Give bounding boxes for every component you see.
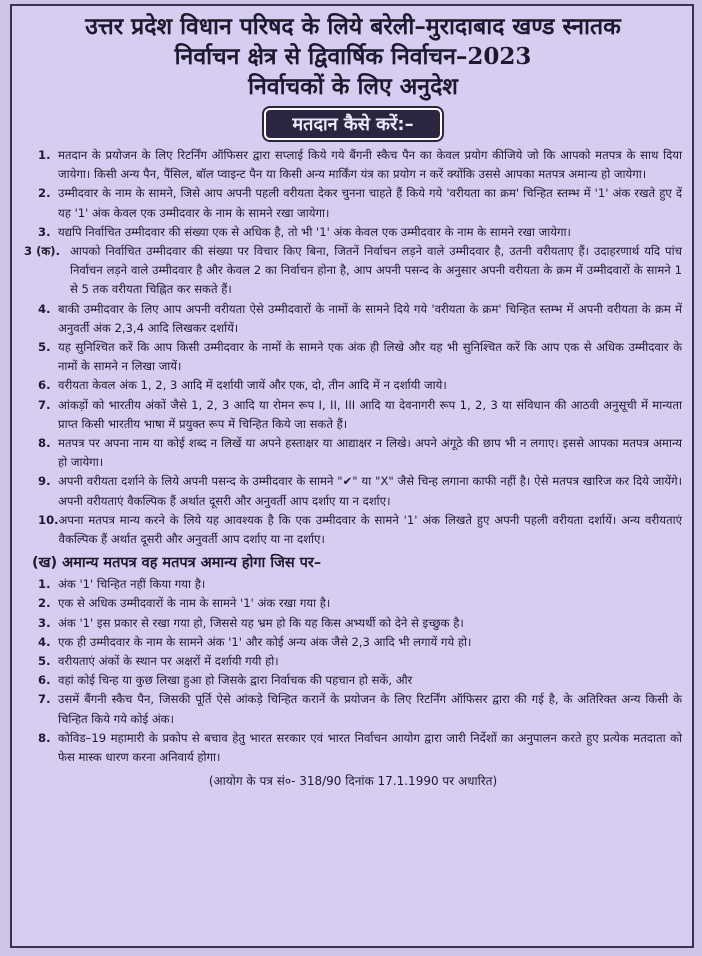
list-item — [24, 146, 682, 184]
item-number: 8. — [38, 436, 51, 451]
list-item — [24, 671, 682, 690]
item-text: वरीयता केवल अंक 1, 2, 3 आदि में दर्शायी जायें और एक, दो, तीन आदि में न दर्शायी जाये। — [58, 378, 447, 393]
banner-wrap — [24, 108, 682, 140]
invalid-ballot-list — [24, 575, 682, 767]
item-number: 6. — [38, 673, 51, 688]
list-item — [24, 633, 682, 652]
item-number: 2. — [38, 186, 51, 201]
item-number: 3 (क). — [24, 244, 61, 259]
item-number: 10. — [38, 512, 59, 527]
instructions-list — [24, 146, 682, 549]
item-number: 7. — [38, 692, 51, 707]
item-text: यह सुनिश्चित करें कि आप किसी उम्मीदवार के नामों के सामने एक अंक ही लिखे और यह भी सुनिश्चित करें कि आप एक से अधिक उम्मीदवार के नामों के सामने न लिखा जायें। — [58, 340, 682, 374]
title-line-3: निर्वाचकों के लिए अनुदेश — [248, 73, 458, 100]
item-number: 4. — [38, 301, 51, 316]
list-item — [24, 300, 682, 338]
list-item — [24, 614, 682, 633]
item-number: 9. — [38, 474, 51, 489]
item-text: उम्मीदवार के नाम के सामने, जिसे आप अपनी पहली वरीयता देकर चुनना चाहते हैं किये गये 'वरीयता का क्रम' चिन्हित स्तम्भ में '1' अंक रखते हुए दें यह '1' अंक केवल एक उम्मीदवार के नाम के सामने रखा जायेगा। — [58, 186, 682, 220]
item-number: 3. — [38, 615, 51, 630]
list-item — [24, 729, 682, 767]
item-number: 7. — [38, 397, 51, 412]
list-item — [24, 511, 682, 549]
item-number: 1. — [38, 148, 51, 162]
list-item — [24, 575, 682, 594]
item-text: वरीयताएं अंकों के स्थान पर अक्षरों में दर्शायी गयी हो। — [58, 654, 279, 669]
list-item — [24, 472, 682, 510]
title-line-1: उत्तर प्रदेश विधान परिषद के लिये बरेली–मुरादाबाद खण्ड स्नातक — [85, 13, 621, 40]
list-item — [24, 434, 682, 472]
list-item — [24, 223, 682, 242]
list-item — [24, 242, 682, 300]
item-number: 6. — [38, 378, 51, 393]
item-number: 5. — [38, 654, 51, 669]
item-text: आपको निर्वाचित उम्मीदवार की संख्या पर विचार किए बिना, जितनें निर्वाचन लड़ने वाले उम्मीदवार है, उतनी वरीयताए हैं। उदाहरणार्थ यदि पांच निर्वाचन लड़ने वाले उम्मीदवार है और केवल 2 का निर्वाचन होना है, आप अपनी पसन्द के अनुसार अपनी वरीयता के क्रम में उम्मीदवारों के सामने 1 से 5 तक वरीयता चिह्नित कर सकते हैं। — [70, 244, 682, 297]
list-item — [24, 376, 682, 395]
item-text: अंक '1' चिन्हित नहीं किया गया है। — [58, 577, 206, 592]
item-text: उसमें बैंगनी स्कैच पैन, जिसकी पूर्ति ऐसे आंकड़े चिन्हित करानें के प्रयोजन के लिए रिटर्निंग ऑफिसर द्वारा की गई है, के अतिरिक्त अन्य किसी के चिन्हित किये गये कोई अंक। — [58, 692, 682, 726]
item-text: बाकी उम्मीदवार के लिए आप अपनी वरीयता ऐसे उम्मीदवारों के नामों के सामने दिये गये 'वरीयता के क्रम' चिन्हित स्तम्भ में अपनी वरीयता के क्रम में अनुवर्ती अंक 2,3,4 आदि लिखकर दर्शायें। — [58, 301, 682, 335]
item-text: अपना मतपत्र मान्य करने के लिये यह आवश्यक है कि एक उम्मीदवार के सामने '1' अंक लिखते हुए अपनी पहली वरीयता दर्शायें। अन्य वरीयताएं वैकल्पिक हैं अर्थात दूसरी और अनुवर्ती आप दर्शाए या ना दर्शाए। — [58, 512, 682, 547]
list-item — [24, 184, 682, 222]
how-to-vote-banner: मतदान कैसे करें:– — [264, 108, 441, 140]
item-text: आंकड़ों को भारतीय अंकों जैसे 1, 2, 3 आदि या रोमन रूप I, II, III आदि या देवनागरी रूप 1, 2, 3 या संविधान की आठवी अनुसूची में मान्यता प्राप्त किसी भारतीय भाषा में प्रयुक्त रूप में चिन्हित किये जा सकते हैं। — [58, 397, 682, 431]
list-item — [24, 338, 682, 376]
item-text: वहां कोई चिन्ह या कुछ लिखा हुआ हो जिसके द्वारा निर्वाचक की पहचान हो सकें, और — [58, 673, 413, 688]
item-text: एक से अधिक उम्मीदवारों के नाम के सामने '1' अंक रखा गया है। — [58, 596, 331, 611]
item-text: अंक '1' इस प्रकार से रखा गया हो, जिससे यह भ्रम हो कि यह किस अभ्यर्थी को देने से इच्छुक है। — [58, 615, 464, 630]
item-text: यद्यपि निर्वाचित उम्मीदवार की संख्या एक से अधिक है, तो भी '1' अंक केवल एक उम्मीदवार के नाम के सामने रखा जायेगा। — [58, 224, 571, 239]
item-text: मतपत्र पर अपना नाम या कोई शब्द न लिखें या अपने हस्ताक्षर या आद्याक्षर न लिखे। अपने अंगूठे की छाप भी न लगाए। इससे आपका मतपत्र अमान्य हो जायेगा। — [58, 436, 682, 470]
item-number: 8. — [38, 730, 51, 745]
list-item — [24, 652, 682, 671]
list-item — [24, 594, 682, 613]
item-text: एक ही उम्मीदवार के नाम के सामने अंक '1' और कोई अन्य अंक जैसे 2,3 आदि भी लगायें गये हो। — [58, 634, 472, 649]
title-line-2: निर्वाचन क्षेत्र से द्विवार्षिक निर्वाचन–2023 — [174, 43, 532, 70]
list-item — [24, 690, 682, 728]
item-number: 3. — [38, 224, 51, 239]
instruction-sheet — [10, 4, 694, 948]
item-number: 5. — [38, 340, 51, 355]
list-item — [24, 396, 682, 434]
item-text: मतदान के प्रयोजन के लिए रिटर्निंग ऑफिसर द्वारा सप्लाई किये गये बैंगनी स्कैच पैन का केवल प्रयोग कीजिये जो कि आपको मतपत्र के साथ दिया जायेगा। किसी अन्य पैन, पैंसिल, बॉल प्वाइन्ट पैन या किसी अन्य मार्किंग यंत्र का प्रयोग न करें क्योंकि उससे आपका मतपत्र अमान्य हो जायेगा। — [58, 148, 682, 182]
footer-reference: (आयोग के पत्र सं०- 318/90 दिनांक 17.1.1990 पर अधारित) — [208, 774, 498, 789]
item-text: कोविड–19 महामारी के प्रकोप से बचाव हेतु भारत सरकार एवं भारत निर्वाचन आयोग द्वारा जारी निर्देशों का अनुपालन करते हुए प्रत्येक मतदाता को फेस मास्क धारण करना अनिवार्य होगा। — [58, 730, 682, 765]
item-text: अपनी वरीयता दर्शाने के लिये अपनी पसन्द के उम्मीदवार के सामने "✔" या "X" जैसे चिन्ह लगाना काफी नहीं है। ऐसे मतपत्र खारिज कर दिये जायेंगे। अपनी वरीयताएं वैकल्पिक हैं अर्थात दूसरी और अनुवर्ती आप दर्शाए या न दर्शाए। — [58, 474, 682, 508]
section-b-heading: (ख) अमान्य मतपत्र वह मतपत्र अमान्य होगा जिस पर– — [32, 555, 322, 572]
item-number: 4. — [38, 634, 51, 649]
item-number: 2. — [38, 596, 51, 611]
item-number: 1. — [38, 577, 51, 592]
